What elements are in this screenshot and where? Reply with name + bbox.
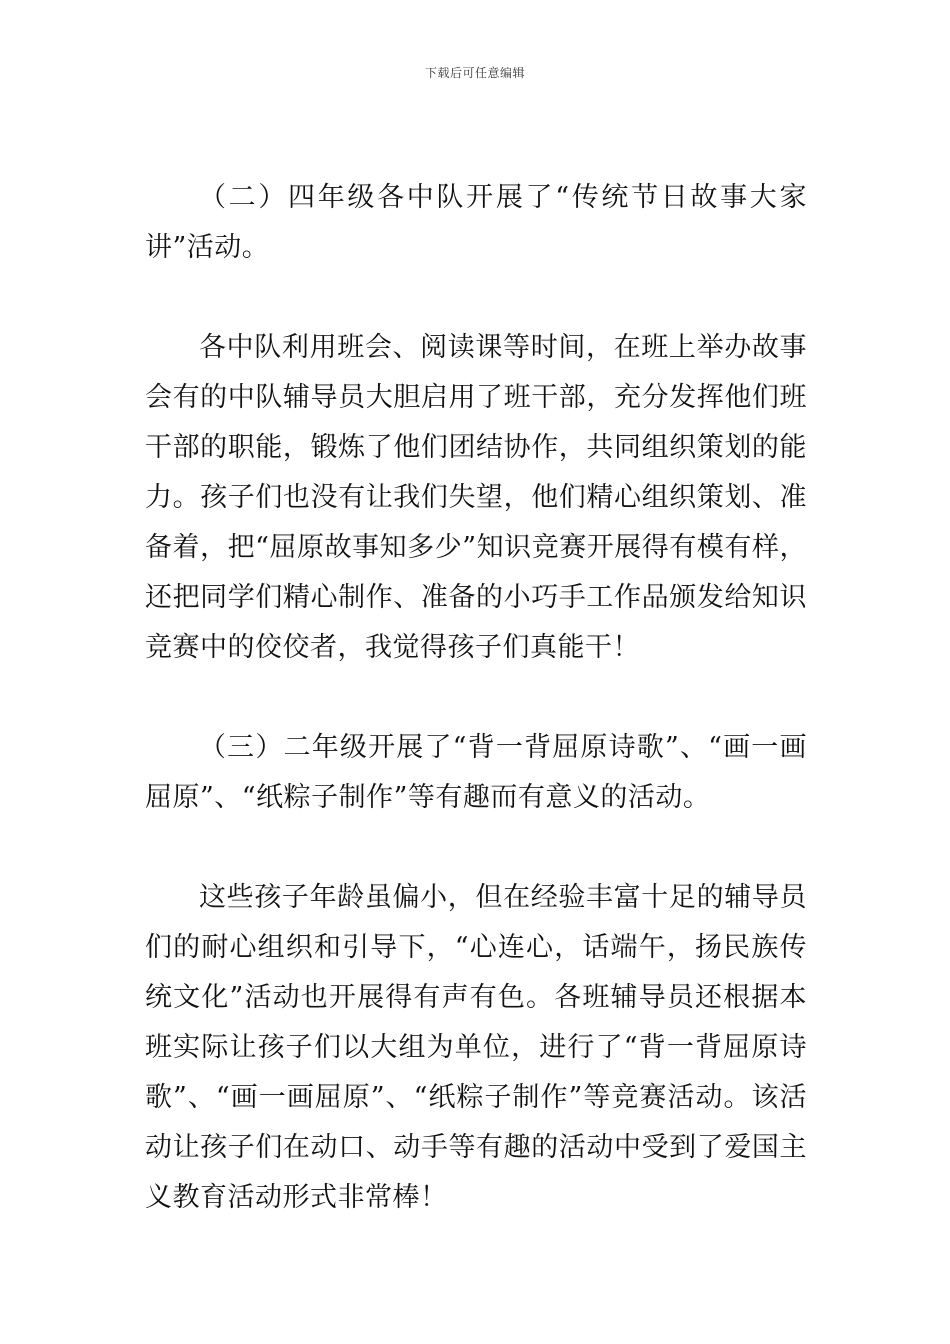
paragraph-gap	[145, 673, 807, 723]
page-header: 下载后可任意编辑	[424, 66, 525, 80]
document-body	[145, 173, 807, 1223]
paragraph-gap	[145, 273, 807, 323]
paragraph-section-two-heading: （二）四年级各中队开展了“传统节日故事大家讲”活动。	[145, 182, 807, 263]
paragraph-section-three-body: 这些孩子年龄虽偏小，但在经验丰富十足的辅导员们的耐心组织和引导下，“心连心，话端午，扬民族传统文化”活动也开展得有声有色。各班辅导员还根据本班实际让孩子们以大组为单位，进行了“背一背屈原诗歌”、“画一画屈原”、“纸粽子制作”等竞赛活动。该活动让孩子们在动口、动手等有趣的活动中受到了爱国主义教育活动形式非常棒！	[145, 882, 807, 1213]
paragraph-gap	[145, 823, 807, 873]
paragraph-section-two-body: 各中队利用班会、阅读课等时间，在班上举办故事会有的中队辅导员大胆启用了班干部，充分发挥他们班干部的职能，锻炼了他们团结协作，共同组织策划的能力。孩子们也没有让我们失望，他们精心组织策划、准备着，把“屈原故事知多少”知识竞赛开展得有模有样，还把同学们精心制作、准备的小巧手工作品颁发给知识竞赛中的佼佼者，我觉得孩子们真能干！	[145, 332, 807, 663]
paragraph-section-three-heading: （三）二年级开展了“背一背屈原诗歌”、“画一画屈原”、“纸粽子制作”等有趣而有意义的活动。	[145, 732, 807, 813]
